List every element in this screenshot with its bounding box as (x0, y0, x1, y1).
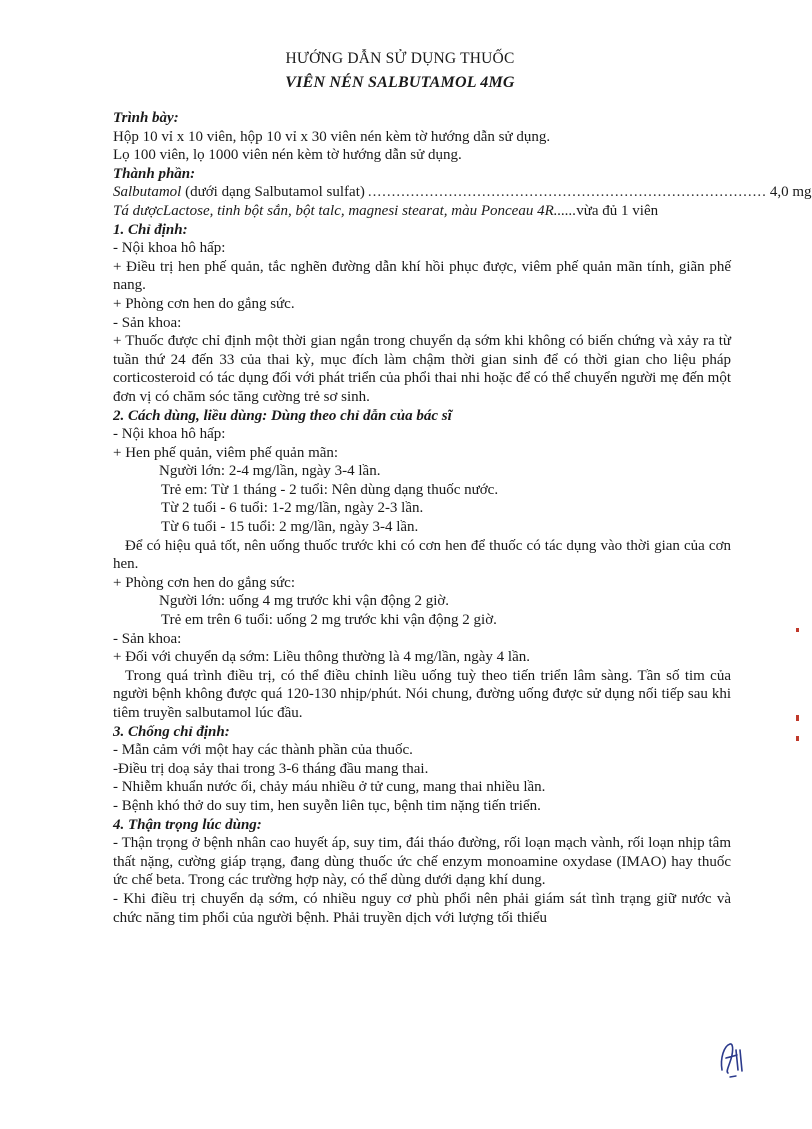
dosage-detail: Người lớn: uống 4 mg trước khi vận động 2 giờ. (159, 593, 450, 610)
presentation-line: Lọ 100 viên, lọ 1000 viên nén kèm tờ hướng dẫn sử dụng. (113, 147, 462, 164)
presentation-line: Hộp 10 vỉ x 10 viên, hộp 10 vỉ x 30 viên nén kèm tờ hướng dẫn sử dụng. (113, 128, 551, 145)
dosage-paragraph: Để có hiệu quả tốt, nên uống thuốc trước khi có cơn hen để thuốc có tác dụng vào thời gian của cơn hen. (113, 537, 731, 573)
document-subtitle: VIÊN NÉN SALBUTAMOL 4MG (285, 74, 515, 91)
section-heading-cach-dung: 2. Cách dùng, liều dùng: Dùng theo chỉ dẫn của bác sĩ (113, 407, 452, 424)
active-ingredient-label (113, 183, 365, 202)
excipients-line (113, 202, 731, 221)
dosage-detail: Từ 6 tuổi - 15 tuổi: 2 mg/lần, ngày 3-4 lần. (161, 519, 419, 536)
active-ingredient-amount: 4,0 mg (769, 184, 812, 201)
section-heading-than-trong: 4. Thận trọng lúc dùng: (113, 816, 262, 833)
contraindication-line: - Mẫn cảm với một hay các thành phần của thuốc. (113, 742, 413, 759)
edge-mark (796, 715, 799, 721)
dosage-line: + Hen phế quản, viêm phế quản mãn: (113, 444, 339, 461)
indication-line: - Nội khoa hô hấp: (113, 240, 226, 257)
dosage-line: + Đối với chuyển dạ sớm: Liều thông thường là 4 mg/lần, ngày 4 lần. (113, 649, 530, 666)
dosage-line: + Phòng cơn hen do gắng sức: (113, 574, 295, 591)
dosage-line: - Nội khoa hô hấp: (113, 426, 226, 443)
precaution-paragraph: - Thận trọng ở bệnh nhân cao huyết áp, suy tim, đái tháo đường, rối loạn mạch vành, rối loạn nhịp tâm thất nặng, cường giáp trạng, đang dùng thuốc ức chế enzym monoamine oxydase (IMAO) hay thuốc ức chế beta. Trong các trường hợp này, có thể dùng dưới dạng khí dung. (113, 835, 731, 889)
dosage-detail: Người lớn: 2-4 mg/lần, ngày 3-4 lần. (159, 463, 381, 480)
indication-line: + Phòng cơn hen do gắng sức. (113, 295, 295, 312)
active-ingredient-form: (dưới dạng Salbutamol sulfat) (181, 184, 365, 201)
edge-mark (796, 628, 799, 632)
leader-dots: .................................................................................... (367, 184, 767, 201)
contraindication-line: - Bệnh khó thở do suy tim, hen suyễn liên tục, bệnh tim nặng tiến triển. (113, 797, 541, 814)
excipients-text: Tá dượcLactose, tinh bột sắn, bột talc, magnesi stearat, màu Ponceau 4R...... (113, 202, 577, 219)
indication-line: - Sản khoa: (113, 314, 182, 331)
section-heading-chi-dinh: 1. Chỉ định: (113, 221, 188, 238)
active-ingredient-name: Salbutamol (113, 184, 182, 201)
excipients-amount: vừa đủ 1 viên (576, 202, 659, 219)
dosage-detail: Từ 2 tuổi - 6 tuổi: 1-2 mg/lần, ngày 2-3 lần. (161, 500, 424, 517)
section-heading-chong-chi-dinh: 3. Chống chỉ định: (113, 723, 230, 740)
active-ingredient-row (113, 183, 812, 202)
dosage-detail: Trẻ em trên 6 tuổi: uống 2 mg trước khi vận động 2 giờ. (161, 612, 497, 629)
contraindication-line: -Điều trị doạ sảy thai trong 3-6 tháng đầu mang thai. (113, 760, 429, 777)
edge-mark (796, 736, 799, 741)
indication-line: + Thuốc được chỉ định một thời gian ngắn trong chuyển dạ sớm khi không có biến chứng và xảy ra từ tuần thứ 24 đến 33 của thai kỳ, mục đích làm chậm thời gian sinh để có thời gian cho liệu pháp corticosteroid có tác dụng đối với phát triển của phổi thai nhi hoặc để có thể chuyển người mẹ đến một đơn vị có chăm sóc tăng cường trẻ sơ sinh. (113, 333, 731, 405)
handwritten-initials-mark (716, 1040, 750, 1080)
indication-line: + Điều trị hen phế quản, tắc nghẽn đường dẫn khí hồi phục được, viêm phế quản mãn tính, giãn phế nang. (113, 258, 731, 294)
section-heading-trinh-bay: Trình bày: (113, 110, 179, 126)
document-body (113, 109, 812, 927)
contraindication-line: - Nhiễm khuẩn nước ối, chảy máu nhiều ở tử cung, mang thai nhiều lần. (113, 779, 546, 796)
dosage-detail: Trẻ em: Từ 1 tháng - 2 tuổi: Nên dùng dạng thuốc nước. (161, 481, 499, 498)
dosage-paragraph: Trong quá trình điều trị, có thể điều chỉnh liều uống tuỳ theo tiến triển lâm sàng. Tần số tim của người bệnh không được quá 120-130 nhịp/phút. Nói chung, đường uống được sử dụng nối tiếp sau khi tiêm truyền salbutamol lúc đầu. (113, 667, 731, 721)
document-title: HƯỚNG DẪN SỬ DỤNG THUỐC (285, 50, 515, 67)
section-heading-thanh-phan: Thành phần: (113, 165, 196, 182)
precaution-paragraph: - Khi điều trị chuyển dạ sớm, có nhiều nguy cơ phù phổi nên phải giám sát tình trạng giữ nước và chức năng tim phổi của người bệnh. Phải truyền dịch với lượng tối thiểu (113, 890, 731, 926)
dosage-line: - Sản khoa: (113, 630, 182, 647)
